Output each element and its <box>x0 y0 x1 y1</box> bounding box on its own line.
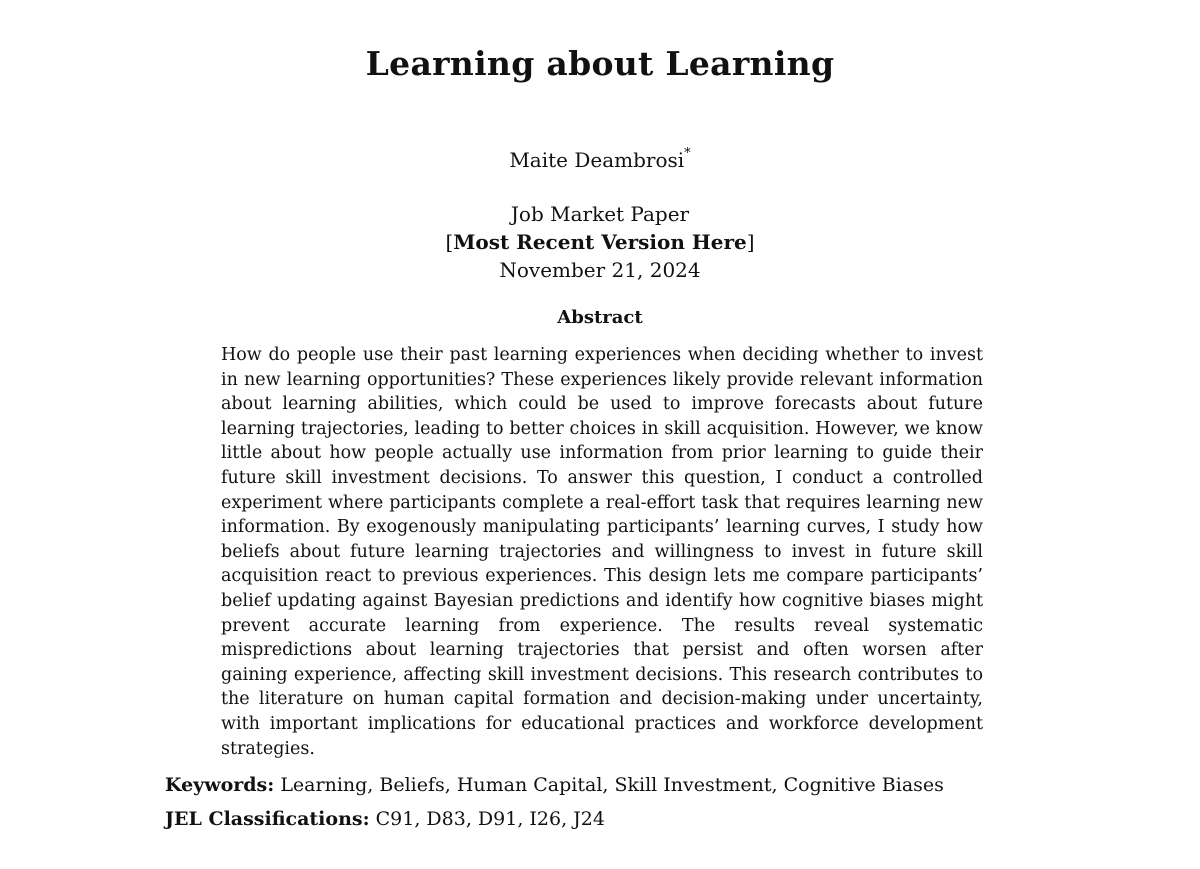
jel-row <box>165 802 944 836</box>
abstract-heading: Abstract <box>557 307 643 328</box>
version-bracket-open: [ <box>445 230 454 254</box>
keywords-block <box>165 768 944 836</box>
version-line <box>0 228 1200 256</box>
abstract-text: How do people use their past learning experiences when deciding whether to invest in new learning opportunities? These experiences likely provide relevant information about learning abilities, which could be used to improve forecasts about future learning trajectories, leading to better choices in skill acquisition. However, we know little about how people actually use information from prior learning to guide their future skill investment decisions. To answer this question, I conduct a controlled experiment where participants complete a real-effort task that requires learning new information. By exogenously manipulating participants’ learning curves, I study how beliefs about future learning trajectories and willingness to invest in future skill acquisition react to previous experiences. This design lets me compare participants’ belief updating against Bayesian predictions and identify how cognitive biases might prevent accurate learning from experience. The results reveal systematic mispredictions about learning trajectories that persist and often worsen after gaining experience, affecting skill investment decisions. This research contributes to the literature on human capital formation and decision-making under uncertainty, with important implications for educational practices and workforce development strategies. <box>221 345 983 759</box>
jel-label: JEL Classifications: <box>165 808 370 830</box>
keywords-value: Learning, Beliefs, Human Capital, Skill Investment, Cognitive Biases <box>280 774 944 796</box>
jel-value: C91, D83, D91, I26, J24 <box>375 808 605 830</box>
author-line <box>0 148 1200 172</box>
most-recent-version-link[interactable]: Most Recent Version Here <box>453 230 747 254</box>
version-bracket-close: ] <box>746 230 755 254</box>
paper-type: Job Market Paper <box>510 202 690 226</box>
keywords-label: Keywords: <box>165 774 275 796</box>
paper-title: Learning about Learning <box>365 44 835 83</box>
keywords-row <box>165 768 944 802</box>
author-footnote-mark[interactable]: * <box>684 146 691 161</box>
author-name: Maite Deambrosi <box>509 148 685 172</box>
paper-date: November 21, 2024 <box>499 258 701 282</box>
paper-meta <box>0 200 1200 284</box>
